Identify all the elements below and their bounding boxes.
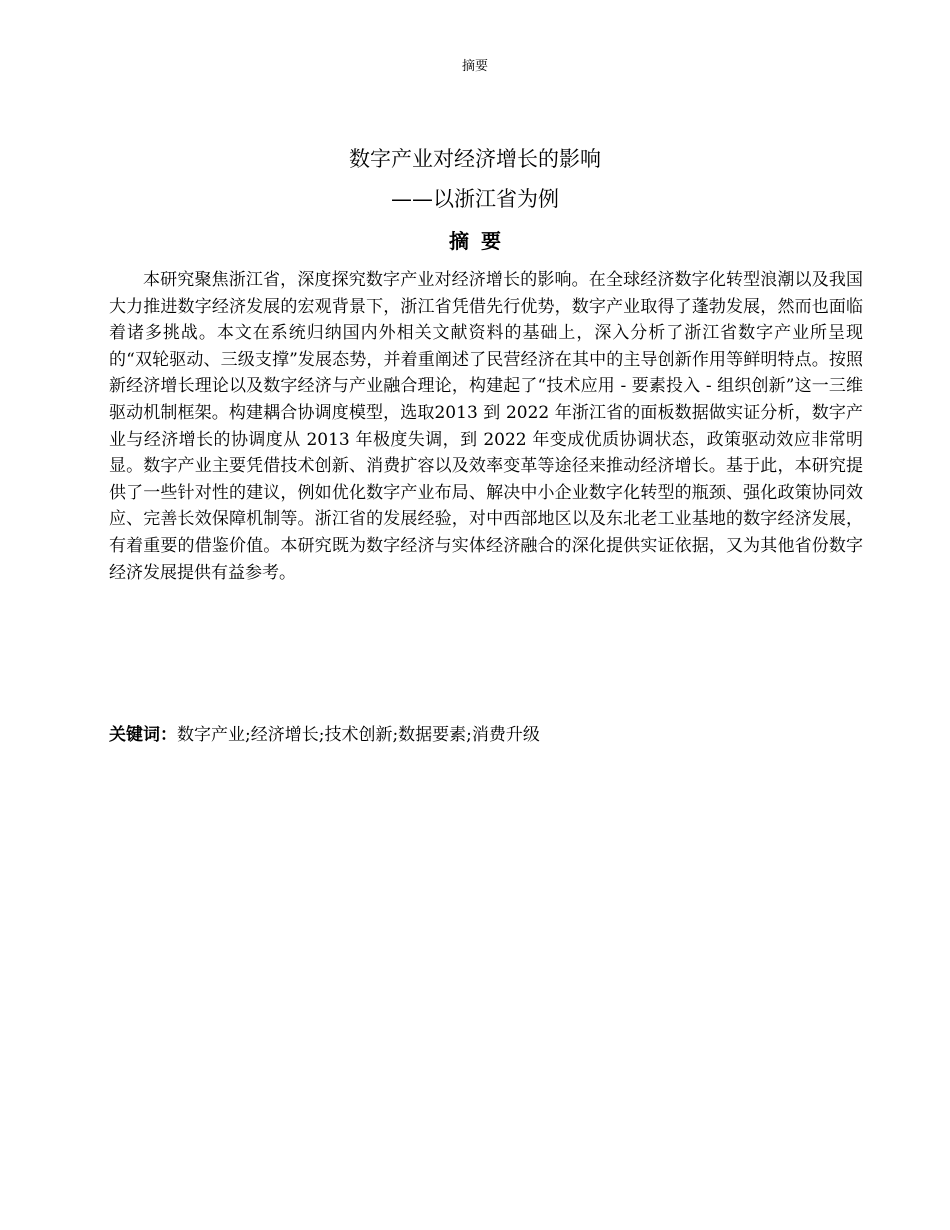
running-header: 摘要 (461, 59, 488, 74)
abstract-heading: 摘要 (449, 229, 513, 253)
keywords-line (109, 722, 863, 748)
page-title: 数字产业对经济增长的影响 (349, 147, 601, 171)
page-subtitle: ——以浙江省为例 (391, 187, 559, 211)
keywords-label: 关键词： (109, 725, 177, 745)
abstract-body: 本研究聚焦浙江省，深度探究数字产业对经济增长的影响。在全球经济数字化转型浪潮以及我国大力推进数字经济发展的宏观背景下，浙江省凭借先行优势，数字产业取得了蓬勃发展，然而也面临着诸多挑战。本文在系统归纳国内外相关文献资料的基础上，深入分析了浙江省数字产业所呈现的“双轮驱动、三级支撑”发展态势，并着重阐述了民营经济在其中的主导创新作用等鲜明特点。按照新经济增长理论以及数字经济与产业融合理论，构建起了“技术应用 - 要素投入 - 组织创新”这一三维驱动机制框架。构建耦合协调度模型，选取2013 到 2022 年浙江省的面板数据做实证分析，数字产业与经济增长的协调度从 2013 年极度失调，到 2022 年变成优质协调状态，政策驱动效应非常明显。数字产业主要凭借技术创新、消费扩容以及效率变革等途径来推动经济增长。基于此，本研究提供了一些针对性的建议，例如优化数字产业布局、解决中小企业数字化转型的瓶颈、强化政策协同效应、完善长效保障机制等。浙江省的发展经验，对中西部地区以及东北老工业基地的数字经济发展，有着重要的借鉴价值。本研究既为数字经济与实体经济融合的深化提供实证依据，又为其他省份数字经济发展提供有益参考。 (109, 270, 863, 583)
keywords-value: 数字产业;经济增长;技术创新;数据要素;消费升级 (177, 725, 540, 745)
